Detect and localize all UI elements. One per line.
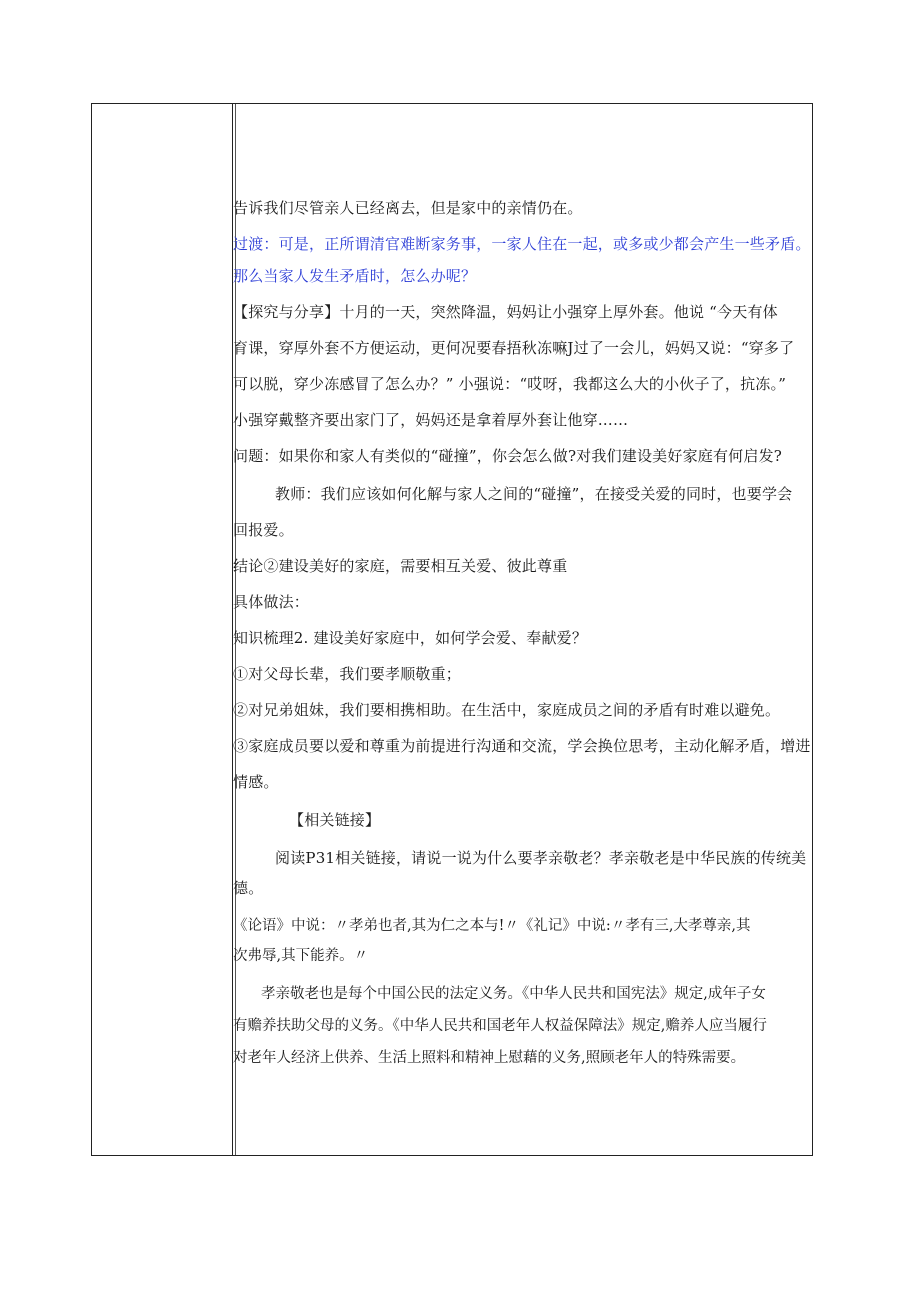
conclusion-line: 结论②建设美好的家庭，需要相互关爱、彼此尊重 xyxy=(233,557,568,575)
teacher-line: 回报爱。 xyxy=(233,521,294,539)
law-line: 对老年人经济上供养、生活上照料和精神上慰藉的义务,照顾老年人的特殊需要。 xyxy=(233,1050,746,1066)
explore-share-line: 【探究与分享】十月的一天，突然降温，妈妈让小强穿上厚外套。他说 “今天有体 xyxy=(233,303,778,321)
transition-question: 那么当家人发生矛盾时，怎么办呢？ xyxy=(233,267,477,285)
explore-share-line: 育课，穿厚外套不方便运动，更何况要春捂秋冻嘛J过了一会儿，妈妈又说：“穿多了 xyxy=(233,339,795,357)
explore-share-line: 小强穿戴整齐要出家门了，妈妈还是拿着厚外套让他穿…… xyxy=(233,411,629,429)
reading-line: 阅读P31相关链接，请说一说为什么要孝亲敬老？孝亲敬老是中华民族的传统美 xyxy=(275,849,807,867)
list-item-1: ①对父母长辈，我们要孝顺敬重； xyxy=(233,665,462,683)
method-label: 具体做法： xyxy=(233,593,310,611)
knowledge-title: 知识梳理2. 建设美好家庭中，如何学会爱、奉献爱？ xyxy=(233,629,588,647)
transition-line: 过渡：可是，正所谓清官难断家务事，一家人住在一起，或多或少都会产生一些矛盾。 xyxy=(233,235,811,253)
question-line: 问题：如果你和家人有类似的“碰撞”，你会怎么做?对我们建设美好家庭有何启发? xyxy=(233,447,783,465)
list-item-3: ③家庭成员要以爱和尊重为前提进行沟通和交流，学会换位思考，主动化解矛盾，增进 xyxy=(233,737,811,755)
quote-line-cont: 次弗辱,其下能养。〃 xyxy=(233,948,369,964)
teacher-line: 教师：我们应该如何化解与家人之间的“碰撞”，在接受关爱的同时，也要学会 xyxy=(275,485,793,503)
list-item-3-cont: 情感。 xyxy=(233,773,279,791)
law-line: 孝亲敬老也是每个中国公民的法定义务。《中华人民共和国宪法》规定,成年子女 xyxy=(261,986,766,1002)
quote-line: 《论语》中说：〃孝弟也者,其为仁之本与!〃《礼记》中说:〃孝有三,大孝尊亲,其 xyxy=(233,918,751,934)
list-item-2: ②对兄弟姐妹，我们要相携相助。在生活中，家庭成员之间的矛盾有时难以避免。 xyxy=(233,701,781,719)
paragraph-line: 告诉我们尽管亲人已经离去，但是家中的亲情仍在。 xyxy=(233,199,583,217)
reading-line-cont: 德。 xyxy=(233,879,264,897)
related-link-heading: 【相关链接】 xyxy=(289,811,381,829)
law-line: 有赡养扶助父母的义务。《中华人民共和国老年人权益保障法》规定,赡养人应当履行 xyxy=(233,1018,767,1034)
explore-share-line: 可以脱，穿少冻感冒了怎么办？” 小强说：“哎呀，我都这么大的小伙子了，抗冻。” xyxy=(233,375,787,393)
